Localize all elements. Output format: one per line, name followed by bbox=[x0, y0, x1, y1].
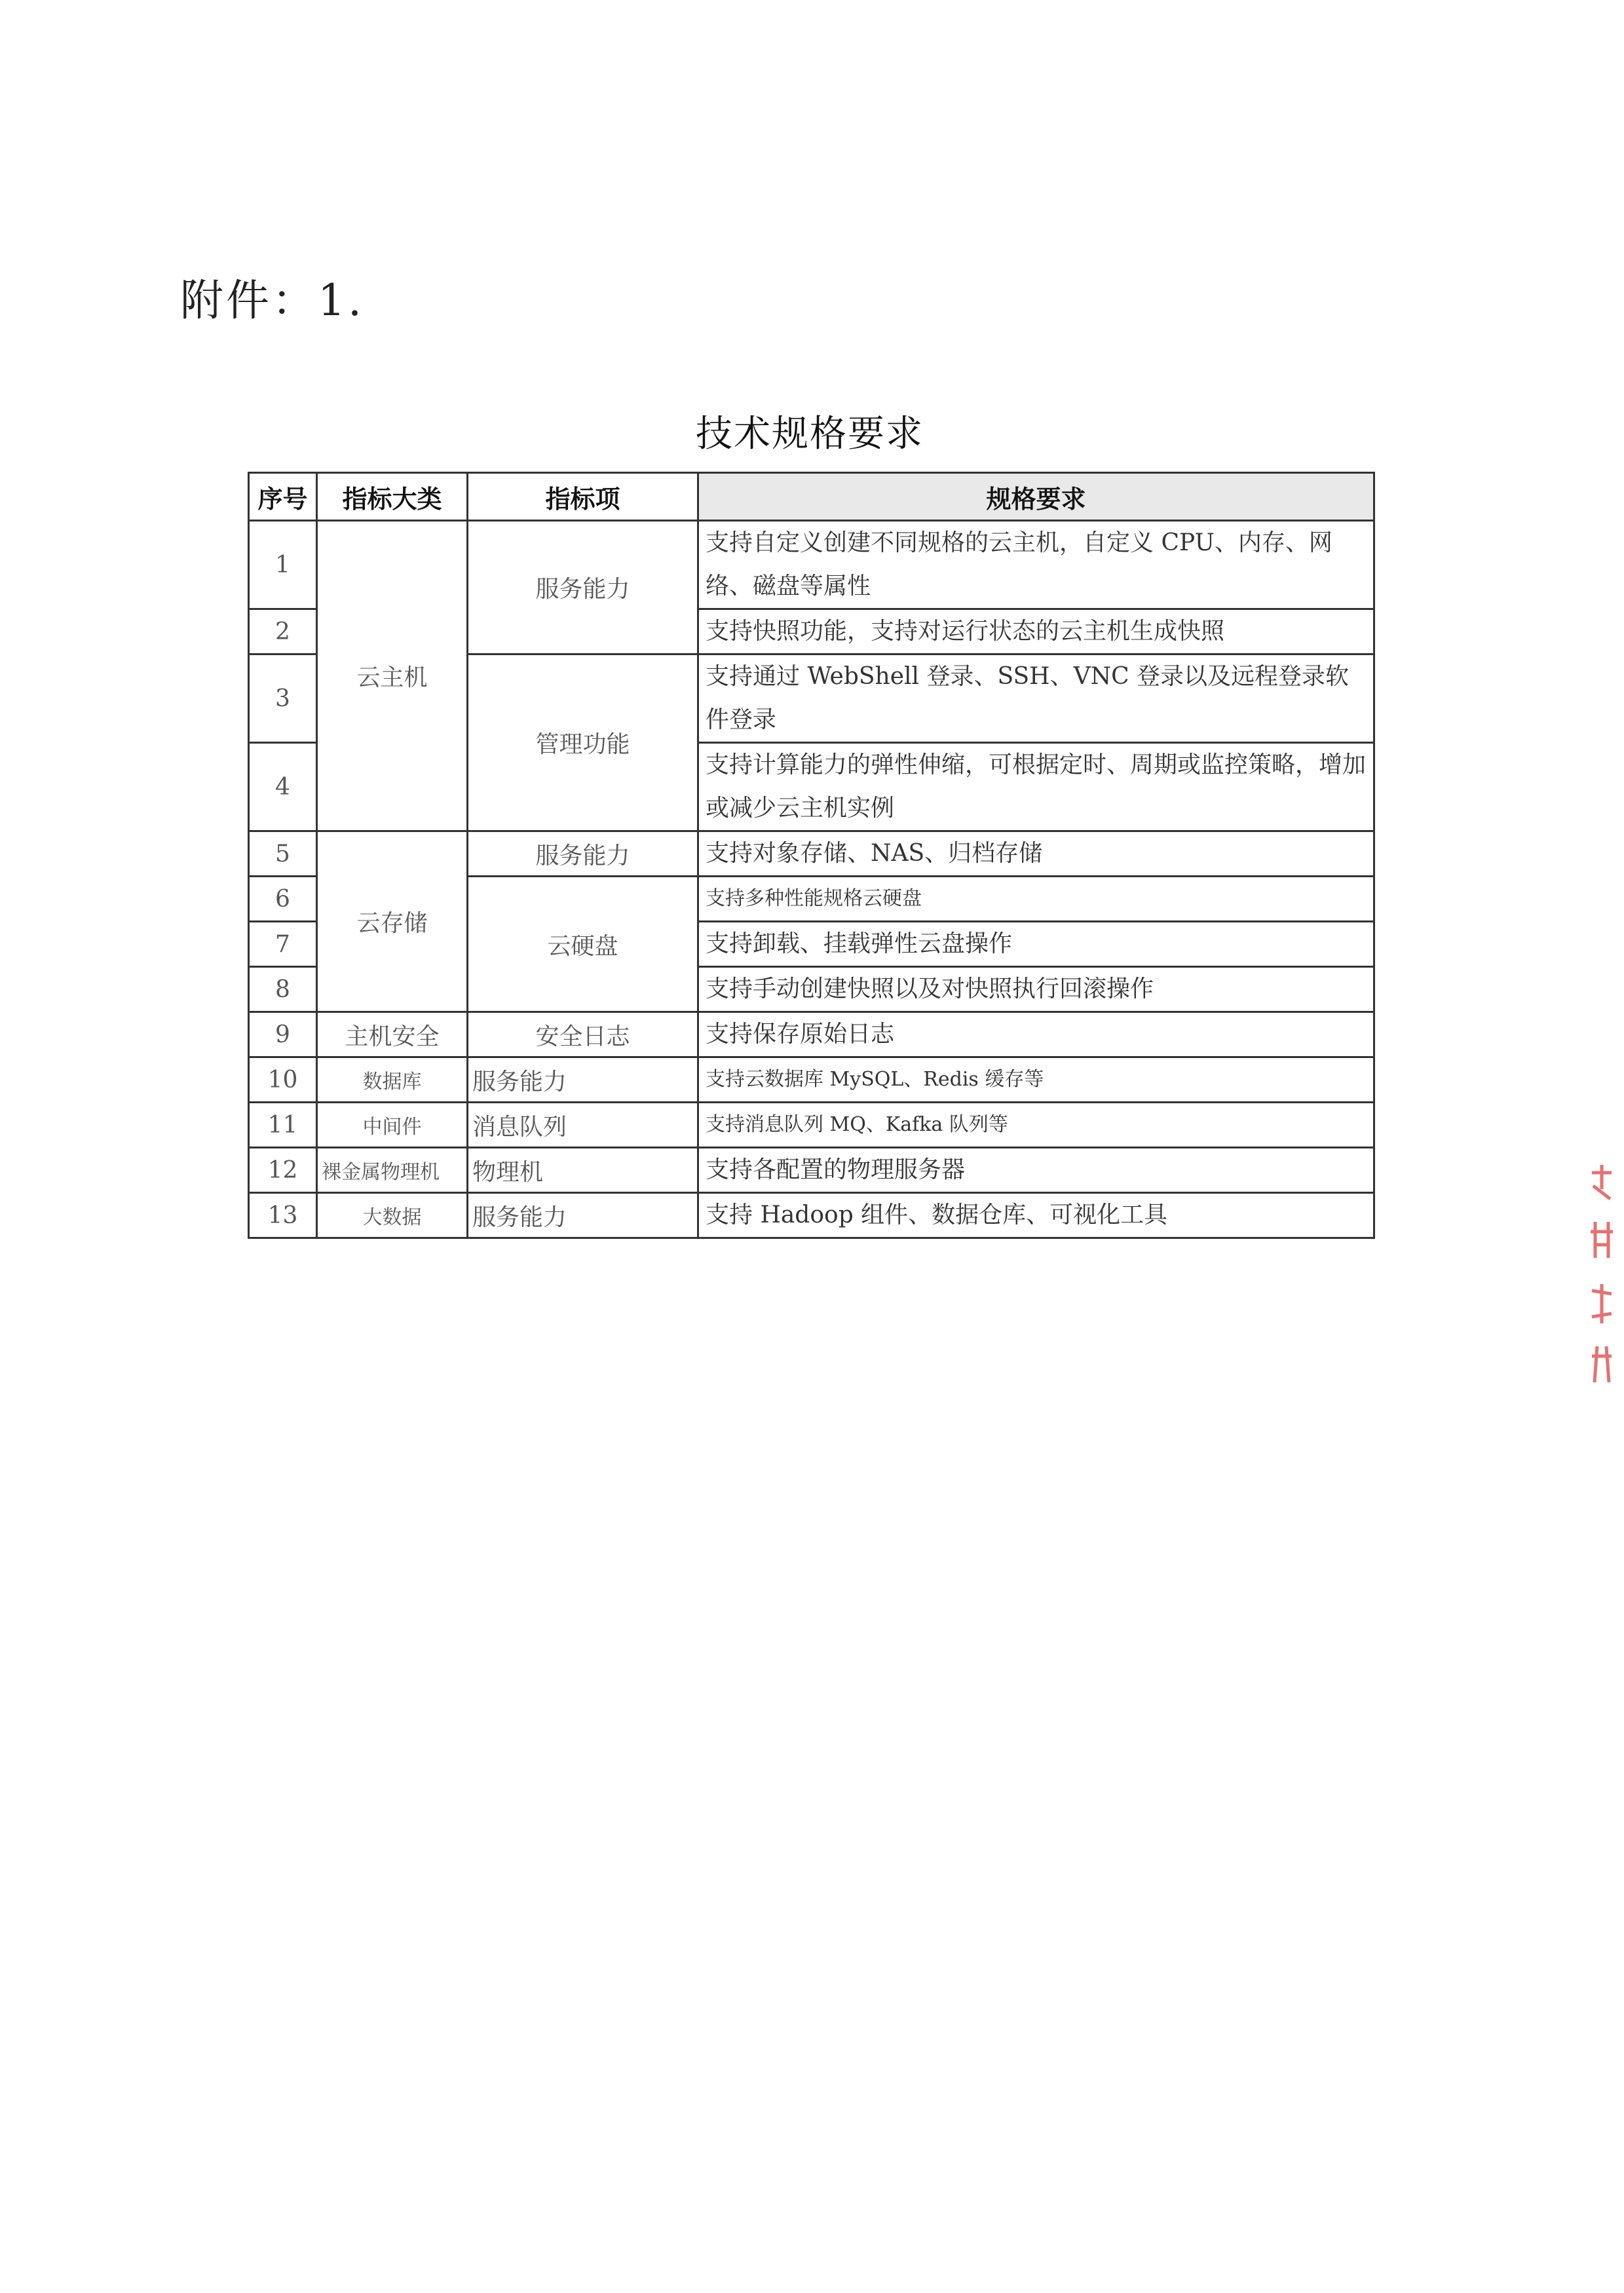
row-no: 4 bbox=[249, 743, 317, 831]
row-category: 中间件 bbox=[317, 1103, 468, 1148]
seal-fragment-graphic bbox=[1585, 1160, 1618, 1395]
row-category: 云主机 bbox=[317, 521, 468, 831]
row-no: 13 bbox=[249, 1193, 317, 1238]
row-spec: 支持各配置的物理服务器 bbox=[698, 1148, 1374, 1193]
row-no: 7 bbox=[249, 922, 317, 967]
row-no: 3 bbox=[249, 654, 317, 743]
row-item: 消息队列 bbox=[468, 1103, 698, 1148]
row-spec: 支持 Hadoop 组件、数据仓库、可视化工具 bbox=[698, 1193, 1374, 1238]
row-item: 服务能力 bbox=[468, 1193, 698, 1238]
row-no: 9 bbox=[249, 1012, 317, 1057]
row-spec: 支持对象存储、NAS、归档存储 bbox=[698, 831, 1374, 877]
row-category: 云存储 bbox=[317, 831, 468, 1012]
row-spec: 支持消息队列 MQ、Kafka 队列等 bbox=[698, 1103, 1374, 1148]
table-row bbox=[249, 1193, 1374, 1238]
row-item: 物理机 bbox=[468, 1148, 698, 1193]
document-title: 技术规格要求 bbox=[696, 413, 924, 455]
row-no: 6 bbox=[249, 877, 317, 922]
row-no: 8 bbox=[249, 967, 317, 1012]
table-row bbox=[249, 1012, 1374, 1057]
row-spec: 支持通过 WebShell 登录、SSH、VNC 登录以及远程登录软件登录 bbox=[698, 654, 1374, 743]
row-no: 5 bbox=[249, 831, 317, 877]
row-item: 服务能力 bbox=[468, 1057, 698, 1103]
row-spec: 支持多种性能规格云硬盘 bbox=[698, 877, 1374, 922]
row-spec: 支持快照功能，支持对运行状态的云主机生成快照 bbox=[698, 609, 1374, 654]
header-no: 序号 bbox=[249, 473, 317, 521]
row-item: 管理功能 bbox=[468, 654, 698, 831]
table-row bbox=[249, 1103, 1374, 1148]
row-spec: 支持云数据库 MySQL、Redis 缓存等 bbox=[698, 1057, 1374, 1103]
header-category: 指标大类 bbox=[317, 473, 468, 521]
red-seal-edge bbox=[1585, 1160, 1618, 1395]
row-no: 11 bbox=[249, 1103, 317, 1148]
row-no: 1 bbox=[249, 521, 317, 609]
table-header-row bbox=[249, 473, 1374, 521]
row-item: 安全日志 bbox=[468, 1012, 698, 1057]
row-spec: 支持自定义创建不同规格的云主机，自定义 CPU、内存、网络、磁盘等属性 bbox=[698, 521, 1374, 609]
row-spec: 支持计算能力的弹性伸缩，可根据定时、周期或监控策略，增加或减少云主机实例 bbox=[698, 743, 1374, 831]
row-no: 12 bbox=[249, 1148, 317, 1193]
attachment-label: 附件：1. bbox=[180, 275, 364, 326]
row-no: 10 bbox=[249, 1057, 317, 1103]
table-row bbox=[249, 1148, 1374, 1193]
row-item: 服务能力 bbox=[468, 521, 698, 654]
row-category: 裸金属物理机 bbox=[317, 1148, 468, 1193]
table-row bbox=[249, 1057, 1374, 1103]
row-item: 服务能力 bbox=[468, 831, 698, 877]
table-row bbox=[249, 831, 1374, 877]
row-item: 云硬盘 bbox=[468, 877, 698, 1012]
row-spec: 支持手动创建快照以及对快照执行回滚操作 bbox=[698, 967, 1374, 1012]
row-category: 大数据 bbox=[317, 1193, 468, 1238]
header-item: 指标项 bbox=[468, 473, 698, 521]
row-spec: 支持保存原始日志 bbox=[698, 1012, 1374, 1057]
row-category: 数据库 bbox=[317, 1057, 468, 1103]
row-spec: 支持卸载、挂载弹性云盘操作 bbox=[698, 922, 1374, 967]
header-spec: 规格要求 bbox=[698, 473, 1374, 521]
row-category: 主机安全 bbox=[317, 1012, 468, 1057]
spec-table bbox=[248, 472, 1375, 1239]
row-no: 2 bbox=[249, 609, 317, 654]
table-row bbox=[249, 521, 1374, 609]
